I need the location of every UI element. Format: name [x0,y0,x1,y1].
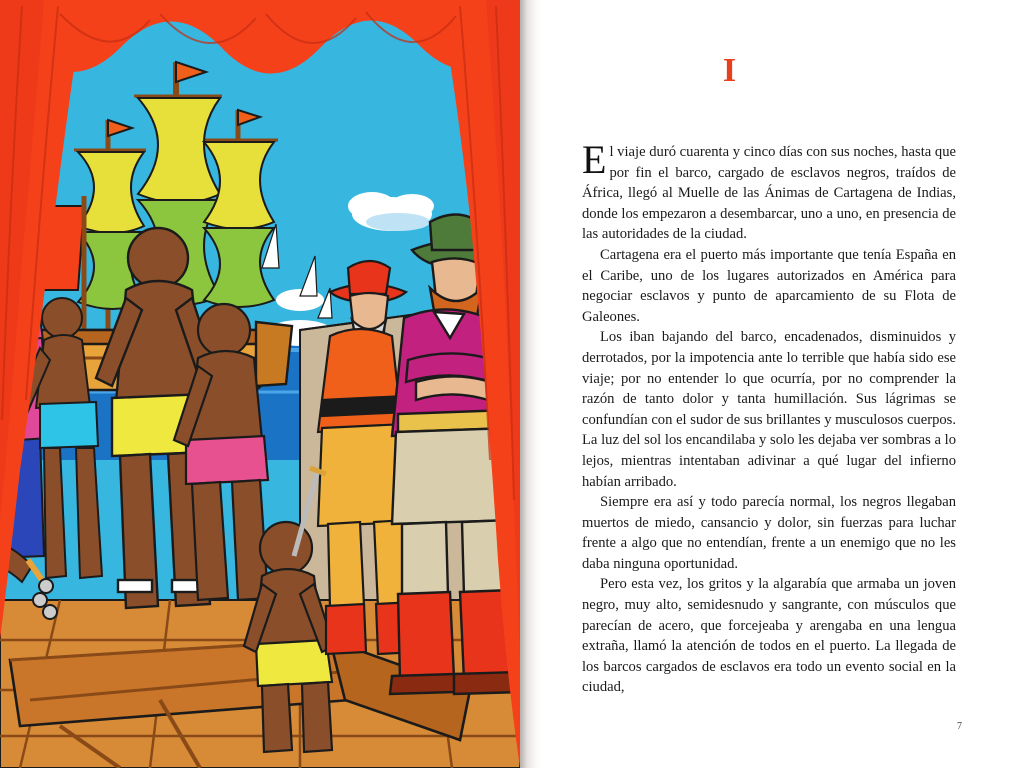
right-page [540,0,1024,768]
drop-cap: E [582,137,607,182]
paragraph-1 [582,137,956,245]
paragraph-5: Pero esta vez, los gritos y la algarabía que armaba un joven negro, muy alto, semidesnudo y sangrante, con músculos que parecían de acero, que forcejeaba y arengaba en una lengua extraña, llamó la atención de todos en el puerto. La llegada de los barcos cargados de esclavos era todo un evento social en la ciudad, [582,576,956,696]
book-gutter-shadow [520,0,540,768]
body-text-column [582,137,956,698]
page-number: 7 [957,721,962,732]
paragraph-2: Cartagena era el puerto más importante que tenía España en el Caribe, uno de los lugares autorizados en América para negociar esclavos y punto de aparcamiento de su Flota de Galeones. [582,246,956,325]
chapter-number: I [722,52,738,89]
paragraph-1-text: l viaje duró cuarenta y cinco días con sus noches, hasta que por fin el barco, cargado de esclavos negros, traídos de África, llegó al Muelle de las Ánimas de Cartagena de Indias, donde los empezaron a desembarcar, uno a uno, en presencia de las autoridades de la ciudad. [582,144,956,243]
paragraph-4: Siempre era así y todo parecía normal, los negros llegaban muertos de miedo, cansancio y dolor, sin fuerzas para luchar frente a algo que no entendían, frente a un enemigo que no les daba ninguna oportunidad. [582,494,956,572]
paragraph-3: Los iban bajando del barco, encadenados, disminuidos y derrotados, por la impotencia ante lo terrible que había sido ese viaje; por no entender lo que ocurría, por no comprender la razón de tanto dolor y tanta humillación. Sus lágrimas se confundían con el sudor de sus brillantes y musculosos cuerpos. La luz del sol los encandilaba y solo les dejaba ver sombras a lo lejos, mientras intentaban adivinar a qué lugar del infierno habían arribado. [582,329,956,490]
